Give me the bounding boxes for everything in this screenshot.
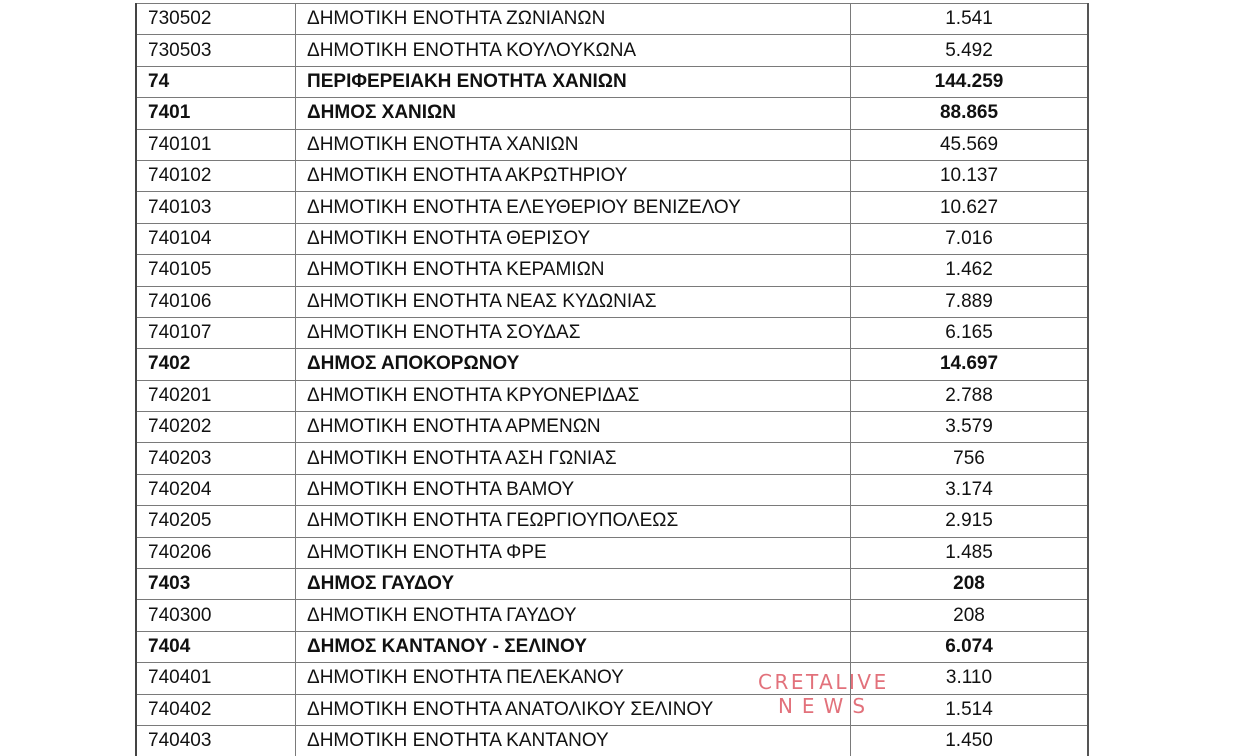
cell-code: 740202: [136, 412, 296, 443]
table-row: [136, 443, 1088, 474]
table-row: [136, 4, 1088, 35]
cell-name: ΔΗΜΟΤΙΚΗ ΕΝΟΤΗΤΑ ΑΡΜΕΝΩΝ: [296, 412, 851, 443]
cell-value: 1.462: [851, 255, 1089, 286]
cell-value: 1.541: [851, 4, 1089, 35]
cell-code: 7403: [136, 569, 296, 600]
cell-name: ΔΗΜΟΣ ΓΑΥΔΟΥ: [296, 569, 851, 600]
cell-name: ΔΗΜΟΤΙΚΗ ΕΝΟΤΗΤΑ ΚΟΥΛΟΥΚΩΝΑ: [296, 35, 851, 66]
cell-name: ΔΗΜΟΣ ΑΠΟΚΟΡΩΝΟΥ: [296, 349, 851, 380]
cell-code: 740104: [136, 223, 296, 254]
cell-name: ΔΗΜΟΤΙΚΗ ΕΝΟΤΗΤΑ ΝΕΑΣ ΚΥΔΩΝΙΑΣ: [296, 286, 851, 317]
cell-code: 730502: [136, 4, 296, 35]
cell-name: ΔΗΜΟΤΙΚΗ ΕΝΟΤΗΤΑ ΕΛΕΥΘΕΡΙΟΥ ΒΕΝΙΖΕΛΟΥ: [296, 192, 851, 223]
cell-name: ΔΗΜΟΤΙΚΗ ΕΝΟΤΗΤΑ ΒΑΜΟΥ: [296, 474, 851, 505]
cell-value: 6.165: [851, 317, 1089, 348]
cell-name: ΔΗΜΟΤΙΚΗ ΕΝΟΤΗΤΑ ΘΕΡΙΣΟΥ: [296, 223, 851, 254]
cell-value: 1.514: [851, 694, 1089, 725]
cell-value: 10.137: [851, 160, 1089, 191]
cell-name: ΠΕΡΙΦΕΡΕΙΑΚΗ ΕΝΟΤΗΤΑ ΧΑΝΙΩΝ: [296, 66, 851, 97]
population-table: [135, 3, 1089, 756]
table-row: [136, 160, 1088, 191]
cell-code: 740401: [136, 663, 296, 694]
cell-value: 2.915: [851, 506, 1089, 537]
cell-value: 756: [851, 443, 1089, 474]
cell-code: 740402: [136, 694, 296, 725]
cell-value: 3.110: [851, 663, 1089, 694]
cell-name: ΔΗΜΟΤΙΚΗ ΕΝΟΤΗΤΑ ΓΕΩΡΓΙΟΥΠΟΛΕΩΣ: [296, 506, 851, 537]
table-row: [136, 380, 1088, 411]
cell-value: 14.697: [851, 349, 1089, 380]
cell-code: 7401: [136, 98, 296, 129]
cell-code: 740102: [136, 160, 296, 191]
cell-name: ΔΗΜΟΤΙΚΗ ΕΝΟΤΗΤΑ ΓΑΥΔΟΥ: [296, 600, 851, 631]
table-row: [136, 255, 1088, 286]
table-row: [136, 129, 1088, 160]
cell-code: 740203: [136, 443, 296, 474]
cell-code: 740101: [136, 129, 296, 160]
cell-code: 740103: [136, 192, 296, 223]
cell-code: 740105: [136, 255, 296, 286]
table-row: [136, 412, 1088, 443]
cell-value: 2.788: [851, 380, 1089, 411]
cell-name: ΔΗΜΟΤΙΚΗ ΕΝΟΤΗΤΑ ΧΑΝΙΩΝ: [296, 129, 851, 160]
cell-value: 88.865: [851, 98, 1089, 129]
cell-value: 45.569: [851, 129, 1089, 160]
cell-value: 10.627: [851, 192, 1089, 223]
cell-name: ΔΗΜΟΣ ΚΑΝΤΑΝΟΥ - ΣΕΛΙΝΟΥ: [296, 631, 851, 662]
cell-value: 1.450: [851, 725, 1089, 756]
cell-code: 74: [136, 66, 296, 97]
cell-name: ΔΗΜΟΤΙΚΗ ΕΝΟΤΗΤΑ ΖΩΝΙΑΝΩΝ: [296, 4, 851, 35]
cell-code: 7402: [136, 349, 296, 380]
table-row: [136, 223, 1088, 254]
cell-name: ΔΗΜΟΤΙΚΗ ΕΝΟΤΗΤΑ ΚΡΥΟΝΕΡΙΔΑΣ: [296, 380, 851, 411]
cell-value: 7.016: [851, 223, 1089, 254]
cell-value: 3.579: [851, 412, 1089, 443]
table-row-group-total: [136, 569, 1088, 600]
cell-name: ΔΗΜΟΤΙΚΗ ΕΝΟΤΗΤΑ ΑΚΡΩΤΗΡΙΟΥ: [296, 160, 851, 191]
cell-value: 5.492: [851, 35, 1089, 66]
table-row: [136, 537, 1088, 568]
table-row: [136, 192, 1088, 223]
cell-name: ΔΗΜΟΤΙΚΗ ΕΝΟΤΗΤΑ ΠΕΛΕΚΑΝΟΥ: [296, 663, 851, 694]
watermark-line1: CRETALIVE: [758, 670, 889, 694]
cell-name: ΔΗΜΟΤΙΚΗ ΕΝΟΤΗΤΑ ΚΕΡΑΜΙΩΝ: [296, 255, 851, 286]
cell-value: 6.074: [851, 631, 1089, 662]
table-row: [136, 474, 1088, 505]
cell-name: ΔΗΜΟΤΙΚΗ ΕΝΟΤΗΤΑ ΦΡΕ: [296, 537, 851, 568]
table-row-group-total: [136, 631, 1088, 662]
table-row: [136, 506, 1088, 537]
cell-code: 740106: [136, 286, 296, 317]
cell-code: 7404: [136, 631, 296, 662]
cell-value: 3.174: [851, 474, 1089, 505]
cell-value: 1.485: [851, 537, 1089, 568]
cell-name: ΔΗΜΟΤΙΚΗ ΕΝΟΤΗΤΑ ΣΟΥΔΑΣ: [296, 317, 851, 348]
table-row: [136, 35, 1088, 66]
table-row-group-total: [136, 349, 1088, 380]
cell-code: 740201: [136, 380, 296, 411]
cell-name: ΔΗΜΟΤΙΚΗ ΕΝΟΤΗΤΑ ΑΝΑΤΟΛΙΚΟΥ ΣΕΛΙΝΟΥ: [296, 694, 851, 725]
cell-value: 208: [851, 569, 1089, 600]
cell-code: 740403: [136, 725, 296, 756]
cell-code: 730503: [136, 35, 296, 66]
table-row: [136, 286, 1088, 317]
table-row: [136, 317, 1088, 348]
cell-name: ΔΗΜΟΤΙΚΗ ΕΝΟΤΗΤΑ ΑΣΗ ΓΩΝΙΑΣ: [296, 443, 851, 474]
cell-value: 7.889: [851, 286, 1089, 317]
cell-value: 208: [851, 600, 1089, 631]
table-row-group-total: [136, 98, 1088, 129]
table-row: [136, 694, 1088, 725]
table-body: [136, 4, 1088, 756]
cell-code: 740206: [136, 537, 296, 568]
table-row-group-total: [136, 66, 1088, 97]
table-row: [136, 600, 1088, 631]
cell-name: ΔΗΜΟΤΙΚΗ ΕΝΟΤΗΤΑ ΚΑΝΤΑΝΟΥ: [296, 725, 851, 756]
table-row: [136, 725, 1088, 756]
cell-name: ΔΗΜΟΣ ΧΑΝΙΩΝ: [296, 98, 851, 129]
cell-code: 740300: [136, 600, 296, 631]
cell-code: 740107: [136, 317, 296, 348]
cell-value: 144.259: [851, 66, 1089, 97]
table-row: [136, 663, 1088, 694]
cell-code: 740204: [136, 474, 296, 505]
watermark-line2: NEWS: [777, 694, 875, 718]
cell-code: 740205: [136, 506, 296, 537]
